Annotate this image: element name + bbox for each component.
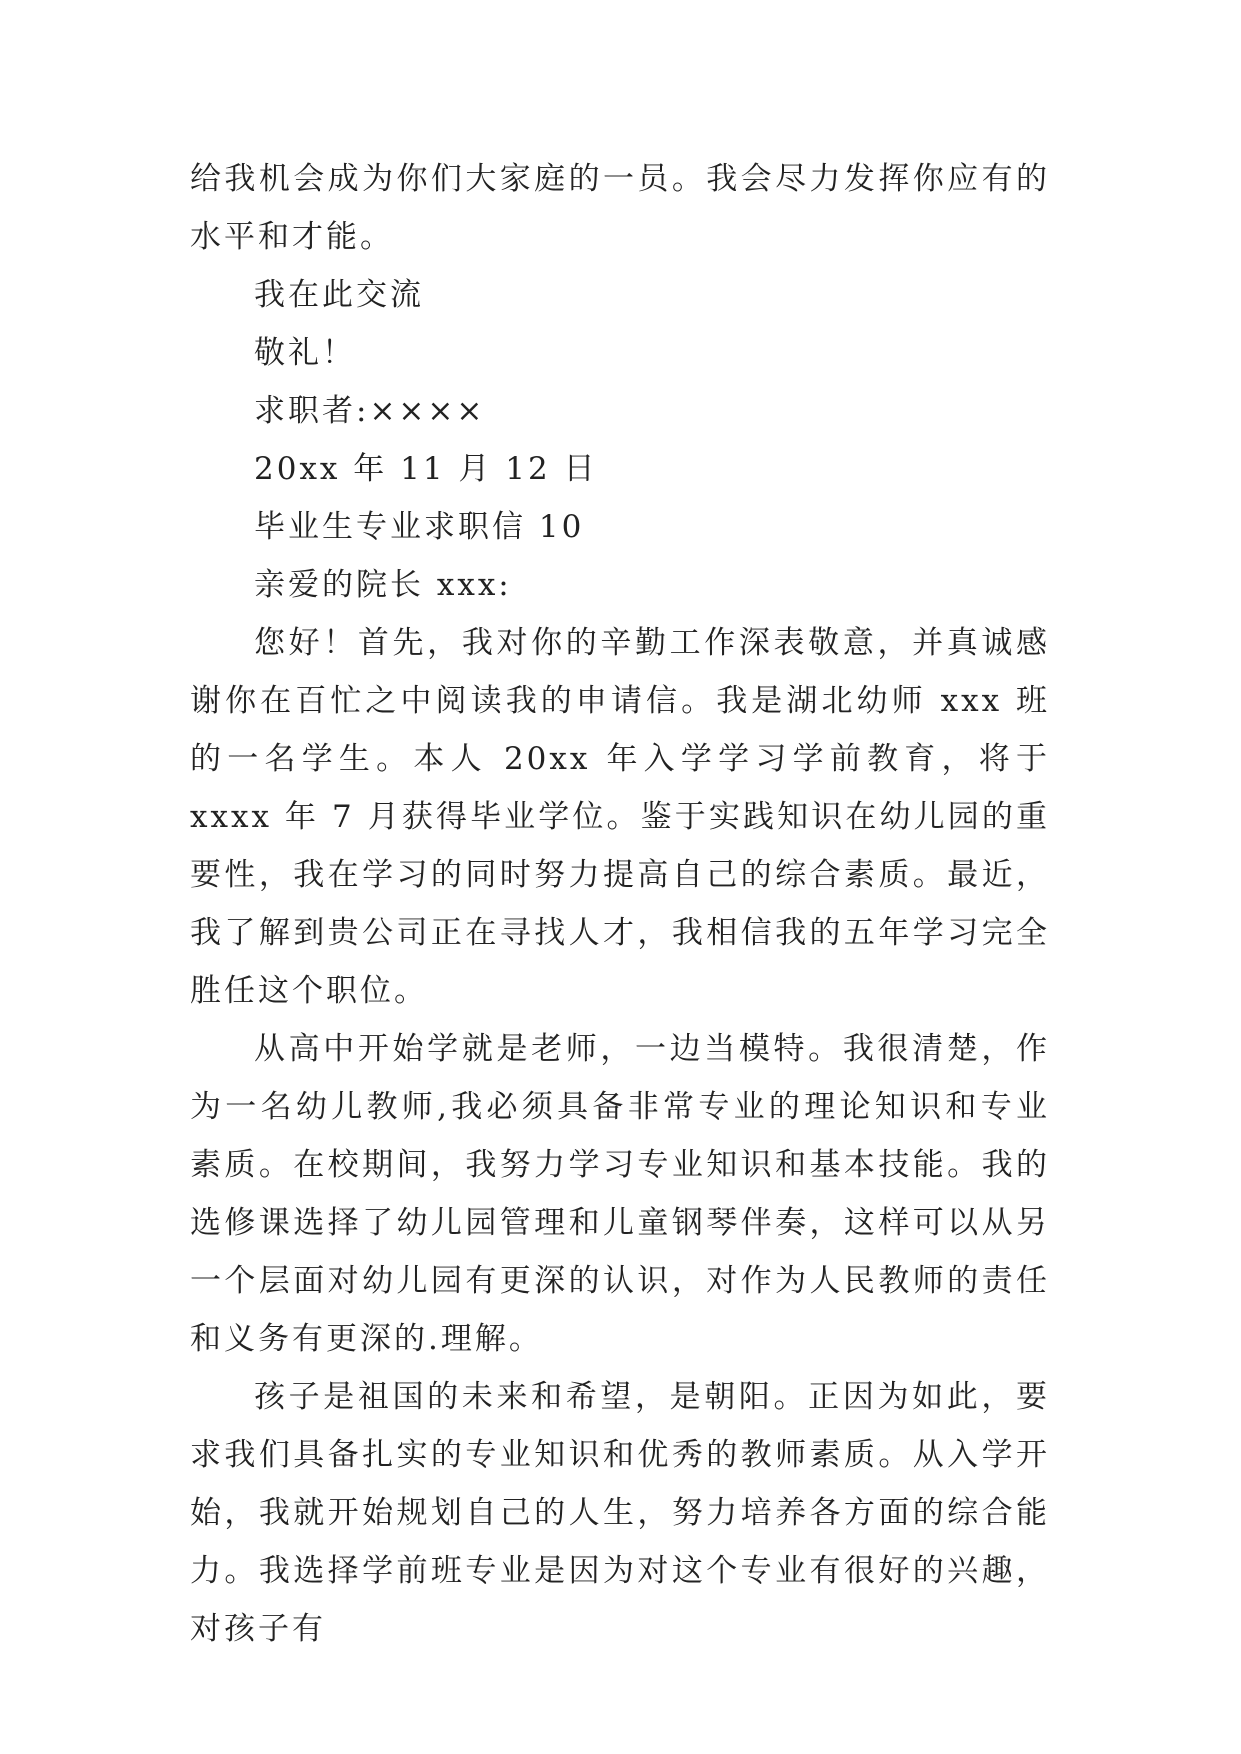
- applicant-signature: 求职者:××××: [254, 393, 486, 429]
- letter-heading: 毕业生专业求职信 10: [254, 509, 585, 545]
- letter-date: 20xx 年 11 月 12 日: [254, 451, 598, 487]
- paragraph-continuation: 给我机会成为你们大家庭的一员。我会尽力发挥你应有的水平和才能。: [190, 161, 1050, 255]
- paragraph-introduction: 您好！首先，我对你的辛勤工作深表敬意，并真诚感谢你在百忙之中阅读我的申请信。我是湖北幼师 xxx 班的一名学生。本人 20xx 年入学学习学前教育，将于 xxxx 年 7 月获得毕业学位。鉴于实践知识在幼儿园的重要性，我在学习的同时努力提高自己的综合素质。最近，我了解到贵公司正在寻找人才，我相信我的五年学习完全胜任这个职位。: [190, 625, 1050, 1009]
- salutation-respect: 敬礼！: [254, 335, 356, 371]
- closing-line: 我在此交流: [254, 277, 424, 313]
- document-body: [190, 150, 1050, 1658]
- greeting-line: 亲爱的院长 xxx:: [254, 567, 512, 603]
- paragraph-experience: 从高中开始学就是老师，一边当模特。我很清楚，作为一名幼儿教师,我必须具备非常专业的理论知识和专业素质。在校期间，我努力学习专业知识和基本技能。我的选修课选择了幼儿园管理和儿童钢琴伴奏，这样可以从另一个层面对幼儿园有更深的认识，对作为人民教师的责任和义务有更深的.理解。: [190, 1031, 1050, 1357]
- paragraph-motivation: 孩子是祖国的未来和希望，是朝阳。正因为如此，要求我们具备扎实的专业知识和优秀的教师素质。从入学开始，我就开始规划自己的人生，努力培养各方面的综合能力。我选择学前班专业是因为对这个专业有很好的兴趣，对孩子有: [190, 1379, 1050, 1647]
